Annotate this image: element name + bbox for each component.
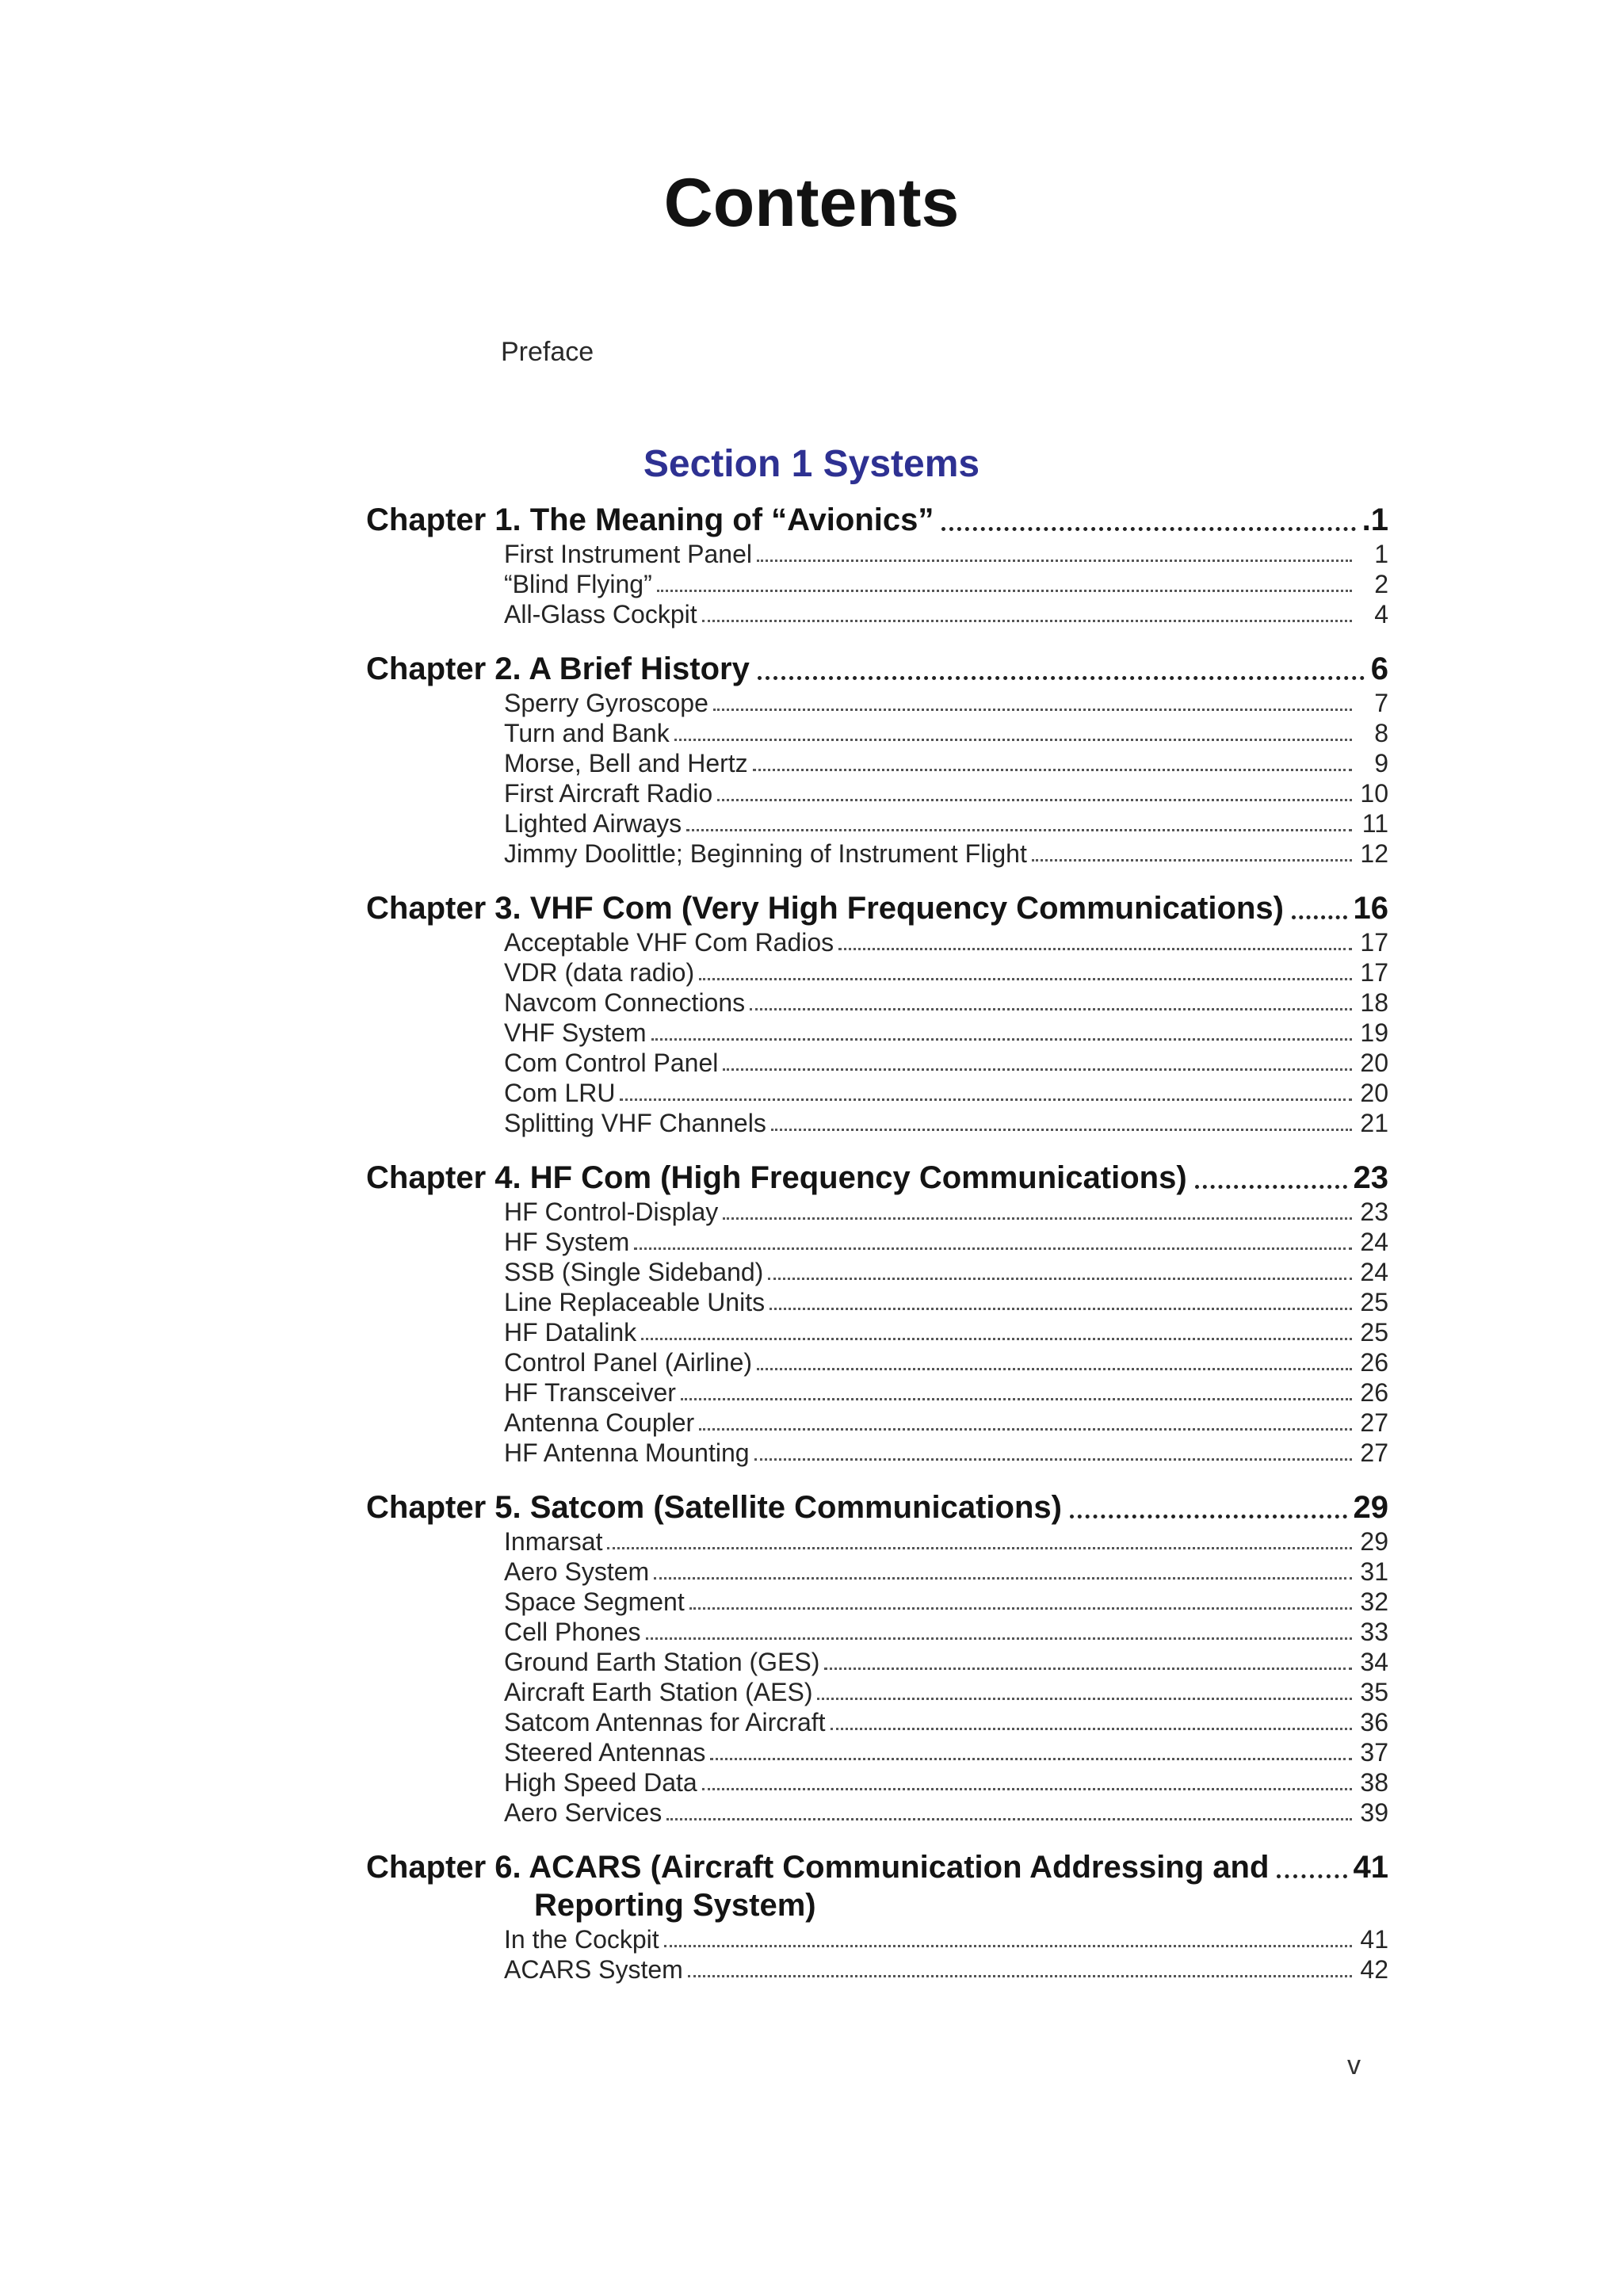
entry-title: Inmarsat: [504, 1527, 603, 1556]
entry-title: Com LRU: [504, 1079, 616, 1107]
section-heading: Section 1 Systems: [643, 443, 980, 485]
dot-leader: [1292, 915, 1347, 919]
dot-leader: [817, 1698, 1352, 1700]
dot-leader: [657, 590, 1352, 592]
entry-page-number: 26: [1360, 1348, 1388, 1377]
chapter-title: Chapter 4. HF Com (High Frequency Communications): [366, 1160, 1187, 1195]
entry-title: HF System: [504, 1228, 630, 1256]
dot-leader: [641, 1338, 1352, 1340]
dot-leader: [620, 1098, 1352, 1101]
chapter-5: [366, 1488, 1388, 1828]
dot-leader: [710, 1758, 1352, 1760]
entry-page-number: 31: [1360, 1557, 1388, 1586]
entry-page-number: 25: [1360, 1288, 1388, 1316]
entry-title: Navcom Connections: [504, 988, 746, 1017]
entry-title: VHF System: [504, 1018, 647, 1047]
entry-title: Satcom Antennas for Aircraft: [504, 1708, 826, 1736]
chapter-1: [366, 501, 1388, 629]
chapter-page-number: 29: [1353, 1490, 1388, 1525]
entry-title: Space Segment: [504, 1587, 685, 1616]
toc-entry: [504, 1924, 1388, 1954]
entry-title: Jimmy Doolittle; Beginning of Instrument Flight: [504, 839, 1027, 868]
entry-page-number: 1: [1374, 540, 1388, 568]
toc-entry: [504, 988, 1388, 1018]
entry-title: HF Datalink: [504, 1318, 637, 1347]
entry-page-number: 37: [1360, 1738, 1388, 1767]
entry-page-number: 21: [1360, 1109, 1388, 1137]
entry-page-number: 23: [1360, 1198, 1388, 1226]
dot-leader: [758, 676, 1365, 680]
entry-title: Lighted Airways: [504, 809, 682, 838]
entry-title: Ground Earth Station (GES): [504, 1648, 820, 1676]
dot-leader: [702, 1788, 1352, 1790]
chapter-heading: [366, 1159, 1388, 1197]
entry-page-number: 10: [1360, 779, 1388, 808]
dot-leader: [1277, 1874, 1346, 1878]
toc-entry: [504, 808, 1388, 839]
entry-page-number: 12: [1360, 839, 1388, 868]
chapter-title: Chapter 5. Satcom (Satellite Communications): [366, 1490, 1062, 1525]
toc-entry: [504, 778, 1388, 808]
chapter-page-number: 23: [1353, 1160, 1388, 1195]
chapter-heading: [366, 501, 1388, 539]
toc-entry: [504, 1767, 1388, 1797]
chapter-page-number: 41: [1353, 1850, 1388, 1885]
entry-page-number: 4: [1374, 600, 1388, 628]
chapter-page-number: 16: [1353, 891, 1388, 926]
dot-leader: [771, 1129, 1352, 1131]
toc-entry: [504, 1707, 1388, 1737]
toc-entry: [504, 1617, 1388, 1647]
entry-page-number: 39: [1360, 1798, 1388, 1827]
dot-leader: [634, 1247, 1352, 1250]
chapter-3: [366, 889, 1388, 1138]
entry-page-number: 29: [1360, 1527, 1388, 1556]
dot-leader: [824, 1668, 1352, 1670]
entry-page-number: 25: [1360, 1318, 1388, 1347]
dot-leader: [713, 709, 1352, 711]
toc-entry: [504, 1377, 1388, 1408]
dot-leader: [723, 1217, 1352, 1220]
dot-leader: [757, 560, 1352, 562]
dot-leader: [750, 1008, 1352, 1010]
chapter-page-number: .1: [1361, 502, 1388, 537]
dot-leader: [674, 739, 1352, 741]
dot-leader: [664, 1945, 1352, 1947]
chapter-title: Chapter 2. A Brief History: [366, 651, 750, 686]
entry-title: High Speed Data: [504, 1768, 697, 1797]
entry-page-number: 26: [1360, 1378, 1388, 1407]
toc-entry: [504, 957, 1388, 988]
entry-list: [366, 539, 1388, 629]
dot-leader: [754, 1458, 1352, 1461]
entry-title: Aero System: [504, 1557, 650, 1586]
entry-title: Line Replaceable Units: [504, 1288, 766, 1316]
entry-page-number: 27: [1360, 1438, 1388, 1467]
entry-title: Aircraft Earth Station (AES): [504, 1678, 813, 1706]
entry-title: Control Panel (Airline): [504, 1348, 753, 1377]
entry-list: [366, 1924, 1388, 1985]
entry-page-number: 17: [1360, 928, 1388, 957]
dot-leader: [699, 1428, 1352, 1431]
entry-page-number: 11: [1361, 809, 1388, 838]
dot-leader: [838, 948, 1352, 950]
entry-title: Sperry Gyroscope: [504, 689, 708, 717]
entry-page-number: 42: [1360, 1955, 1388, 1984]
toc-entry: [504, 1078, 1388, 1108]
chapter-heading: [366, 650, 1388, 688]
entry-page-number: 38: [1360, 1768, 1388, 1797]
page-number: v: [1347, 2050, 1361, 2080]
entry-page-number: 33: [1360, 1618, 1388, 1646]
chapter-heading: [366, 889, 1388, 927]
entry-title: VDR (data radio): [504, 958, 695, 987]
dot-leader: [688, 1975, 1352, 1977]
entry-title: Splitting VHF Channels: [504, 1109, 766, 1137]
chapter-title: Chapter 1. The Meaning of “Avionics”: [366, 502, 934, 537]
toc-entry: [504, 1438, 1388, 1468]
entry-title: Acceptable VHF Com Radios: [504, 928, 834, 957]
entry-page-number: 32: [1360, 1587, 1388, 1616]
toc-entry: [504, 927, 1388, 957]
toc-entry: [504, 1587, 1388, 1617]
toc-entry: [504, 1347, 1388, 1377]
dot-leader: [1032, 859, 1352, 861]
toc-entry: [504, 599, 1388, 629]
entry-page-number: 24: [1360, 1228, 1388, 1256]
entry-title: First Aircraft Radio: [504, 779, 713, 808]
entry-page-number: 18: [1360, 988, 1388, 1017]
chapter-4: [366, 1159, 1388, 1468]
entry-title: HF Control-Display: [504, 1198, 719, 1226]
entry-title: Com Control Panel: [504, 1049, 719, 1077]
toc-entry: [504, 539, 1388, 569]
table-of-contents: [366, 501, 1388, 2005]
toc-entry: [504, 748, 1388, 778]
toc-entry: [504, 1048, 1388, 1078]
dot-leader: [654, 1577, 1352, 1580]
toc-entry: [504, 1954, 1388, 1985]
entry-page-number: 20: [1360, 1049, 1388, 1077]
dot-leader: [651, 1038, 1352, 1041]
dot-leader: [757, 1368, 1352, 1370]
dot-leader: [699, 978, 1352, 980]
dot-leader: [646, 1637, 1352, 1640]
chapter-6: [366, 1848, 1388, 1985]
page-title: Contents: [663, 165, 960, 241]
dot-leader: [686, 829, 1352, 831]
toc-entry: [504, 1197, 1388, 1227]
dot-leader: [717, 799, 1352, 801]
toc-entry: [504, 1797, 1388, 1828]
entry-title: HF Transceiver: [504, 1378, 676, 1407]
toc-entry: [504, 1526, 1388, 1557]
entry-page-number: 34: [1360, 1648, 1388, 1676]
toc-entry: [504, 1647, 1388, 1677]
entry-title: Antenna Coupler: [504, 1408, 695, 1437]
entry-page-number: 19: [1360, 1018, 1388, 1047]
dot-leader: [689, 1607, 1352, 1610]
entry-title: First Instrument Panel: [504, 540, 752, 568]
entry-list: [366, 1526, 1388, 1828]
entry-title: SSB (Single Sideband): [504, 1258, 764, 1286]
toc-entry: [504, 1227, 1388, 1257]
entry-page-number: 8: [1374, 719, 1388, 747]
entry-page-number: 17: [1360, 958, 1388, 987]
dot-leader: [607, 1547, 1352, 1549]
preface-entry: Preface: [501, 337, 594, 367]
entry-page-number: 9: [1374, 749, 1388, 777]
dot-leader: [941, 527, 1355, 531]
toc-entry: [504, 1257, 1388, 1287]
entry-title: Aero Services: [504, 1798, 663, 1827]
entry-page-number: 20: [1360, 1079, 1388, 1107]
entry-title: HF Antenna Mounting: [504, 1438, 750, 1467]
entry-title: All-Glass Cockpit: [504, 600, 697, 628]
dot-leader: [769, 1308, 1352, 1310]
entry-title: ACARS System: [504, 1955, 683, 1984]
toc-entry: [504, 1317, 1388, 1347]
dot-leader: [1070, 1515, 1347, 1519]
dot-leader: [831, 1728, 1352, 1730]
entry-page-number: 35: [1360, 1678, 1388, 1706]
chapter-title: Chapter 3. VHF Com (Very High Frequency Communications): [366, 891, 1284, 926]
dot-leader: [723, 1068, 1352, 1071]
entry-page-number: 41: [1360, 1925, 1388, 1954]
chapter-heading: [366, 1488, 1388, 1526]
dot-leader: [702, 620, 1352, 622]
dot-leader: [1195, 1185, 1347, 1189]
entry-list: [366, 1197, 1388, 1468]
entry-title: Morse, Bell and Hertz: [504, 749, 748, 777]
toc-entry: [504, 1108, 1388, 1138]
entry-title: “Blind Flying”: [504, 570, 652, 598]
entry-page-number: 7: [1374, 689, 1388, 717]
toc-entry: [504, 839, 1388, 869]
entry-list: [366, 927, 1388, 1138]
chapter-heading: [366, 1848, 1388, 1886]
dot-leader: [681, 1398, 1352, 1400]
toc-entry: [504, 1018, 1388, 1048]
entry-title: Cell Phones: [504, 1618, 641, 1646]
toc-entry: [504, 1287, 1388, 1317]
chapter-page-number: 6: [1370, 651, 1388, 686]
entry-page-number: 27: [1360, 1408, 1388, 1437]
toc-entry: [504, 1677, 1388, 1707]
toc-entry: [504, 1557, 1388, 1587]
entry-page-number: 24: [1360, 1258, 1388, 1286]
entry-page-number: 2: [1374, 570, 1388, 598]
toc-entry: [504, 718, 1388, 748]
toc-entry: [504, 569, 1388, 599]
toc-entry: [504, 1737, 1388, 1767]
entry-title: Turn and Bank: [504, 719, 670, 747]
toc-entry: [504, 688, 1388, 718]
entry-title: In the Cockpit: [504, 1925, 659, 1954]
chapter-title: Chapter 6. ACARS (Aircraft Communication Addressing and: [366, 1850, 1270, 1885]
toc-entry: [504, 1408, 1388, 1438]
dot-leader: [768, 1278, 1352, 1280]
entry-list: [366, 688, 1388, 869]
entry-page-number: 36: [1360, 1708, 1388, 1736]
dot-leader: [666, 1818, 1352, 1820]
chapter-title-continuation: Reporting System): [534, 1888, 816, 1923]
dot-leader: [753, 769, 1352, 771]
chapter-2: [366, 650, 1388, 869]
entry-title: Steered Antennas: [504, 1738, 706, 1767]
